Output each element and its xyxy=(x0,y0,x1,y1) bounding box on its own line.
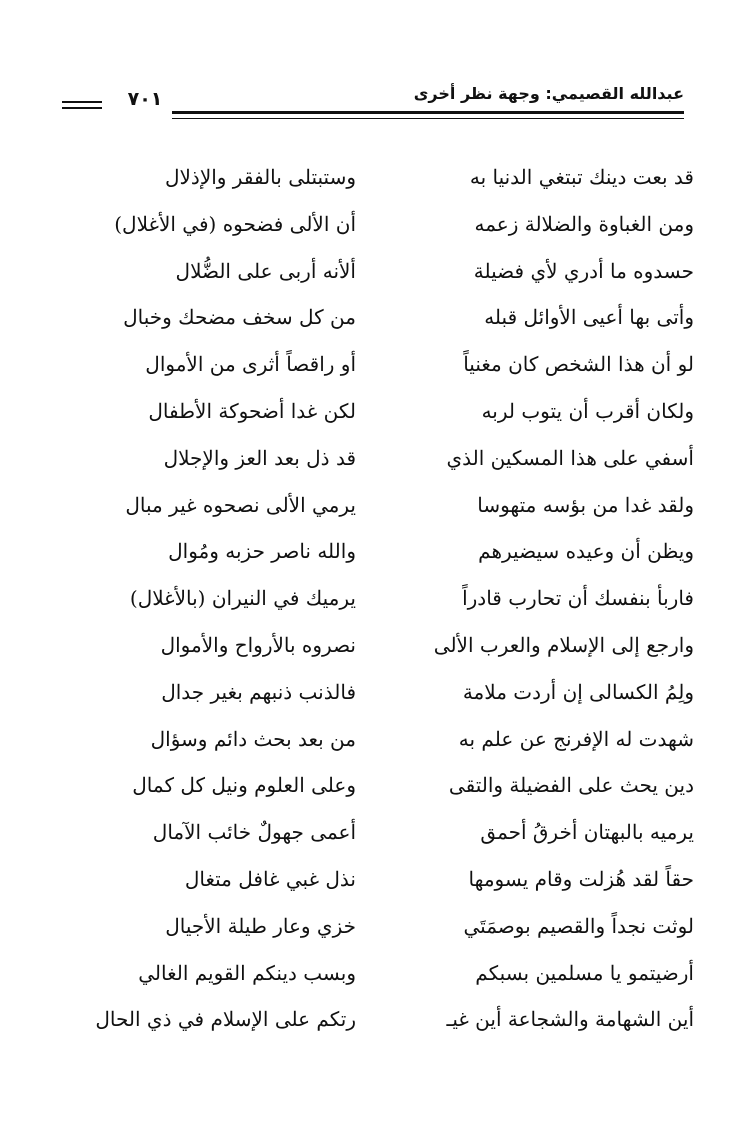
verse-hemistich-right: ولكان أقرب أن يتوب لربه xyxy=(481,398,694,423)
verse-hemistich-left: من بعد بحث دائم وسؤال xyxy=(150,726,356,751)
verse-hemistich-left: يرميك في النيران (بالأغلال) xyxy=(129,586,356,611)
verse-hemistich-left: لكن غدا أضحوكة الأطفال xyxy=(148,398,356,423)
verse-hemistich-left: أن الألى فضحوه (في الأغلال) xyxy=(114,211,356,236)
header-ornament-bar xyxy=(62,101,102,109)
header-rule-thick xyxy=(172,111,684,114)
verse-hemistich-left: نصروه بالأرواح والأموال xyxy=(160,632,356,657)
verse-hemistich-right: لوثت نجداً والقصيم بوصمَتَي xyxy=(463,913,694,938)
verse-hemistich-right: حسدوه ما أدري لأي فضيلة xyxy=(473,258,694,283)
verse-hemistich-right: حقاً لقد هُزلت وقام يسومها xyxy=(468,866,694,891)
verse-hemistich-right: ومن الغباوة والضلالة زعمه xyxy=(474,211,694,236)
verse-hemistich-right: شهدت له الإفرنج عن علم به xyxy=(458,726,694,751)
running-title: عبدالله القصيمي: وجهة نظر أخرى xyxy=(413,84,684,103)
page-header xyxy=(62,84,684,124)
verse-hemistich-right: ولِمُ الكسالى إن أردت ملامة xyxy=(462,679,694,704)
verse-hemistich-right: أين الشهامة والشجاعة أين غيـ xyxy=(446,1007,694,1032)
verse-hemistich-left: وعلى العلوم ونيل كل كمال xyxy=(132,773,356,798)
verse-column-left xyxy=(60,154,356,1043)
verse-hemistich-right: قد بعت دينك تبتغي الدنيا به xyxy=(469,165,694,189)
verse-hemistich-right: وأتى بها أعيى الأوائل قبله xyxy=(484,305,694,330)
verse-hemistich-right: أرضيتمو يا مسلمين بسبكم xyxy=(475,960,694,985)
verse-hemistich-left: والله ناصر حزبه ومُوال xyxy=(168,539,356,564)
verse-hemistich-left: نذل غبي غافل متغال xyxy=(184,866,356,891)
verse-hemistich-left: ألأنه أربى على الضُّلال xyxy=(175,258,356,283)
verse-hemistich-left: أو راقصاً أثرى من الأموال xyxy=(145,352,356,377)
verse-hemistich-left: وستبتلى بالفقر والإذلال xyxy=(164,165,356,189)
verse-hemistich-left: رتكم على الإسلام في ذي الحال xyxy=(95,1007,356,1032)
page-number: ٧٠١ xyxy=(127,88,163,110)
verse-hemistich-left: أعمى جهولٌ خائب الآمال xyxy=(152,820,356,845)
verse-hemistich-right: لو أن هذا الشخص كان مغنياً xyxy=(463,352,694,377)
verse-hemistich-right: فاربأ بنفسك أن تحارب قادراً xyxy=(462,586,694,611)
verse-hemistich-right: ولقد غدا من بؤسه متهوسا xyxy=(477,492,694,517)
verse-hemistich-right: ويظن أن وعيده سيضيرهم xyxy=(478,539,694,564)
verse-hemistich-left: خزي وعار طيلة الأجيال xyxy=(165,913,356,938)
verse-hemistich-right: وارجع إلى الإسلام والعرب الألى xyxy=(433,632,694,657)
verse-column-right xyxy=(404,154,694,1043)
verse-hemistich-left: يرمي الألى نصحوه غير مبال xyxy=(125,492,356,517)
verse-hemistich-left: من كل سخف مضحك وخبال xyxy=(123,305,356,330)
header-rule-thin xyxy=(172,118,684,119)
verse-hemistich-left: قد ذل بعد العز والإجلال xyxy=(163,445,356,470)
verse-hemistich-right: أسفي على هذا المسكين الذي xyxy=(446,445,694,470)
verse-hemistich-left: وبسب دينكم القويم الغالي xyxy=(138,960,356,985)
verse-hemistich-right: دين يحث على الفضيلة والتقى xyxy=(448,773,694,798)
verse-hemistich-right: يرميه بالبهتان أخرقُ أحمق xyxy=(480,820,694,845)
verse-hemistich-left: فالذنب ذنبهم بغير جدال xyxy=(161,679,356,704)
